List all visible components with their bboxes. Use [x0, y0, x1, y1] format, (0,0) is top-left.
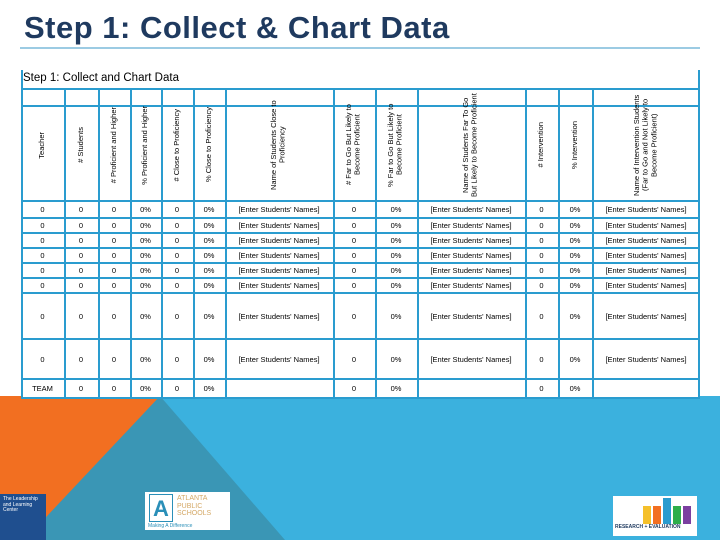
table-cell[interactable]: [Enter Students' Names]: [605, 311, 687, 321]
table-cell[interactable]: 0%: [390, 311, 402, 321]
table-cell[interactable]: 0: [78, 251, 84, 260]
table-cell[interactable]: [Enter Students' Names]: [430, 354, 512, 364]
aps-tagline: Making A Difference: [148, 523, 193, 529]
table-cell[interactable]: 0%: [390, 384, 402, 393]
table-cell[interactable]: 0%: [569, 205, 581, 214]
table-cell[interactable]: 0%: [569, 251, 581, 260]
table-cell[interactable]: 0%: [140, 251, 151, 260]
column-header: [21, 90, 64, 200]
table-cell[interactable]: [Enter Students' Names]: [605, 266, 687, 275]
table-cell[interactable]: 0: [40, 251, 45, 260]
table-cell[interactable]: 0%: [203, 266, 215, 275]
table-cell[interactable]: 0: [174, 221, 180, 230]
table-cell[interactable]: 0: [539, 236, 544, 245]
table-cell[interactable]: [Enter Students' Names]: [605, 221, 687, 230]
table-cell[interactable]: 0%: [140, 266, 151, 275]
table-cell[interactable]: 0%: [140, 205, 151, 214]
column-header: [98, 90, 130, 200]
column-header: [592, 90, 700, 200]
column-header-label: % Intervention: [569, 121, 579, 169]
table-cell[interactable]: 0: [111, 251, 117, 260]
table-cell[interactable]: 0: [40, 266, 45, 275]
column-header: [225, 90, 333, 200]
column-header: [525, 90, 558, 200]
table-cell[interactable]: [Enter Students' Names]: [238, 281, 320, 290]
table-cell[interactable]: [Enter Students' Names]: [430, 205, 512, 214]
table-cell[interactable]: 0: [40, 281, 45, 290]
table-cell[interactable]: [592, 380, 700, 397]
table-cell[interactable]: 0: [539, 266, 544, 275]
table-cell[interactable]: 0: [351, 205, 357, 214]
column-header-label: # Students: [75, 127, 85, 163]
table-cell[interactable]: 0: [78, 205, 84, 214]
table-cell[interactable]: 0: [539, 251, 544, 260]
table-cell[interactable]: 0: [78, 281, 84, 290]
column-header: [417, 90, 525, 200]
table-cell[interactable]: 0: [539, 384, 544, 393]
table-cell[interactable]: 0: [351, 311, 357, 321]
table-cell[interactable]: 0%: [140, 311, 151, 321]
column-header-label: % Close to Proficiency: [203, 107, 213, 183]
column-header-label: Name of Students Far To Go But Likely to Become Proficient: [461, 93, 479, 197]
aps-a-icon: A: [149, 494, 173, 522]
column-header: [333, 90, 375, 200]
table-cell[interactable]: [Enter Students' Names]: [238, 311, 320, 321]
table-cell[interactable]: 0: [539, 311, 544, 321]
table-cell[interactable]: 0: [40, 205, 45, 214]
table-cell[interactable]: 0: [78, 384, 84, 393]
column-header-label: Name of Students Close to Proficiency: [269, 100, 287, 190]
table-cell[interactable]: 0: [539, 281, 544, 290]
table-cell[interactable]: 0%: [569, 266, 581, 275]
table-cell[interactable]: [225, 380, 333, 397]
table-cell[interactable]: [Enter Students' Names]: [605, 281, 687, 290]
column-header-label: # Intervention: [536, 122, 546, 168]
aps-logo: [145, 492, 230, 530]
column-header: [130, 90, 161, 200]
table-cell[interactable]: [Enter Students' Names]: [238, 221, 320, 230]
table-cell[interactable]: 0: [174, 266, 180, 275]
table-cell[interactable]: 0: [78, 266, 84, 275]
table-cell[interactable]: [Enter Students' Names]: [238, 266, 320, 275]
column-header-label: Name of Intervention Students (Far to Go and Not Likely to Become Proficient): [632, 94, 659, 196]
table-cell[interactable]: [Enter Students' Names]: [238, 205, 320, 214]
table-cell[interactable]: 0: [174, 354, 180, 364]
table-cell[interactable]: 0%: [569, 281, 581, 290]
title-divider: [20, 47, 700, 49]
table-cell[interactable]: [Enter Students' Names]: [430, 281, 512, 290]
table-cell[interactable]: [Enter Students' Names]: [430, 311, 512, 321]
table-cell[interactable]: 0: [40, 236, 45, 245]
table-cell[interactable]: 0: [174, 205, 180, 214]
column-header: [64, 90, 98, 200]
table-cell[interactable]: 0: [351, 384, 357, 393]
table-cell[interactable]: 0: [351, 236, 357, 245]
table-cell[interactable]: 0%: [569, 236, 581, 245]
table-cell[interactable]: 0: [111, 236, 117, 245]
table-cell[interactable]: 0: [351, 354, 357, 364]
column-header-label: # Far to Go But Likely to Become Proficient: [344, 104, 362, 186]
table-cell[interactable]: 0: [111, 354, 117, 364]
table-cell[interactable]: [Enter Students' Names]: [430, 266, 512, 275]
column-header: [161, 90, 193, 200]
grid-line: [698, 70, 700, 88]
table-cell[interactable]: 0%: [203, 281, 215, 290]
table-cell[interactable]: 0: [40, 221, 45, 230]
grid-line: [21, 70, 23, 88]
footer-band: [0, 396, 720, 540]
aps-name: ATLANTA PUBLIC SCHOOLS: [177, 495, 212, 518]
table-cell[interactable]: 0%: [203, 205, 215, 214]
table-cell[interactable]: [Enter Students' Names]: [238, 251, 320, 260]
table-cell[interactable]: [Enter Students' Names]: [605, 236, 687, 245]
table-cell[interactable]: [Enter Students' Names]: [430, 251, 512, 260]
grid-line: [21, 397, 700, 399]
table-cell[interactable]: 0: [111, 311, 117, 321]
table-cell[interactable]: 0: [78, 221, 84, 230]
table-cell[interactable]: 0%: [390, 266, 402, 275]
sheet-title: Step 1: Collect and Chart Data: [23, 72, 179, 84]
table-cell[interactable]: 0%: [140, 384, 151, 393]
table-cell[interactable]: 0: [111, 384, 117, 393]
table-cell[interactable]: 0: [351, 251, 357, 260]
table-cell[interactable]: 0%: [203, 251, 215, 260]
table-cell[interactable]: 0: [539, 205, 544, 214]
table-cell[interactable]: 0: [111, 205, 117, 214]
table-cell[interactable]: 0: [174, 236, 180, 245]
table-cell[interactable]: [Enter Students' Names]: [238, 236, 320, 245]
table-cell[interactable]: 0: [174, 384, 180, 393]
table-cell[interactable]: 0: [351, 221, 357, 230]
table-cell[interactable]: [Enter Students' Names]: [430, 236, 512, 245]
table-cell[interactable]: [Enter Students' Names]: [238, 354, 320, 364]
table-cell[interactable]: 0%: [569, 221, 581, 230]
table-cell[interactable]: 0%: [390, 205, 402, 214]
table-cell[interactable]: [Enter Students' Names]: [605, 251, 687, 260]
table-cell[interactable]: 0%: [569, 384, 581, 393]
table-cell[interactable]: 0: [78, 311, 84, 321]
table-cell[interactable]: [Enter Students' Names]: [430, 221, 512, 230]
bar-chart-icon: [613, 496, 697, 524]
column-header: [375, 90, 417, 200]
table-cell[interactable]: 0%: [203, 311, 215, 321]
table-cell[interactable]: 0%: [390, 221, 402, 230]
table-cell[interactable]: [Enter Students' Names]: [605, 205, 687, 214]
table-cell[interactable]: 0%: [390, 354, 402, 364]
table-cell[interactable]: 0%: [140, 281, 151, 290]
table-cell[interactable]: 0%: [203, 221, 215, 230]
table-cell[interactable]: 0%: [203, 236, 215, 245]
table-cell[interactable]: 0%: [569, 311, 581, 321]
table-cell[interactable]: 0%: [140, 354, 151, 364]
column-header-label: # Close to Proficiency: [171, 108, 181, 182]
table-cell[interactable]: 0: [111, 281, 117, 290]
table-cell[interactable]: 0: [40, 311, 45, 321]
table-cell[interactable]: TEAM: [32, 384, 53, 393]
table-cell[interactable]: 0: [539, 354, 544, 364]
table-cell[interactable]: 0: [40, 354, 45, 364]
table-cell[interactable]: 0: [174, 311, 180, 321]
table-cell[interactable]: 0: [78, 354, 84, 364]
table-cell[interactable]: 0: [111, 221, 117, 230]
table-cell[interactable]: [Enter Students' Names]: [605, 354, 687, 364]
table-cell[interactable]: 0%: [203, 354, 215, 364]
table-cell[interactable]: 0: [351, 266, 357, 275]
column-header: [193, 90, 225, 200]
table-cell[interactable]: 0%: [140, 236, 151, 245]
footer-shapes: [0, 396, 720, 540]
column-header-label: # Proficient and Higher: [108, 106, 118, 184]
column-header-label: % Proficient and Higher: [140, 105, 150, 185]
column-header-label: Teacher: [37, 131, 47, 159]
column-header: [558, 90, 592, 200]
table-cell[interactable]: 0: [539, 221, 544, 230]
table-cell[interactable]: 0: [78, 236, 84, 245]
table-cell[interactable]: [417, 380, 525, 397]
research-evaluation-logo: [613, 496, 697, 536]
table-cell[interactable]: 0%: [390, 251, 402, 260]
table-cell[interactable]: 0: [174, 251, 180, 260]
table-cell[interactable]: 0%: [203, 384, 215, 393]
table-cell[interactable]: 0%: [140, 221, 151, 230]
table-cell[interactable]: 0: [351, 281, 357, 290]
table-cell[interactable]: 0: [111, 266, 117, 275]
table-cell[interactable]: 0%: [569, 354, 581, 364]
leadership-logo: The Leadership and Learning Center: [0, 494, 46, 540]
data-table: [21, 70, 700, 397]
slide-title: Step 1: Collect & Chart Data: [24, 10, 450, 45]
table-cell[interactable]: 0: [174, 281, 180, 290]
table-cell[interactable]: 0%: [390, 281, 402, 290]
column-header-label: % Far to Go But Likely to Become Proficient: [386, 103, 404, 187]
research-text: RESEARCH + EVALUATION: [615, 524, 681, 530]
table-cell[interactable]: 0%: [390, 236, 402, 245]
